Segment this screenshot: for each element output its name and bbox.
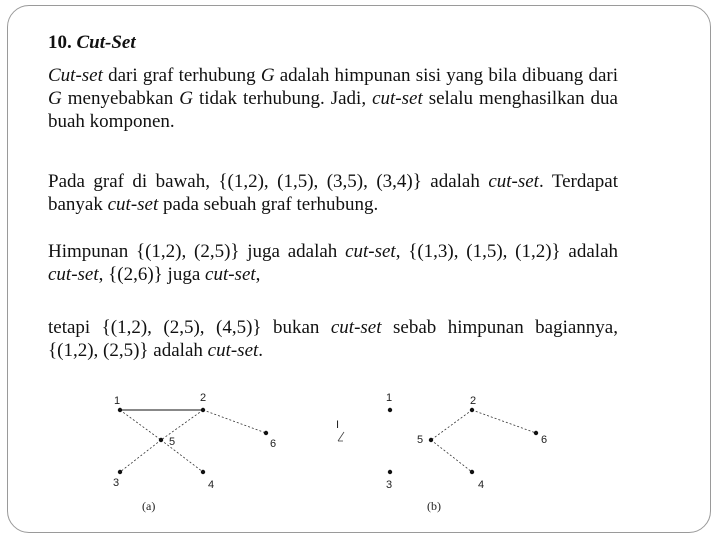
edge-2-6 xyxy=(203,410,266,433)
edge-2-6 xyxy=(472,410,536,433)
var-g: G xyxy=(260,65,275,86)
paragraph-example-2 xyxy=(48,240,618,286)
graph-figure xyxy=(0,380,720,520)
node-label-3: 3 xyxy=(113,477,120,489)
text-fragment: Pada graf di bawah, {(1,2), (1,5), (3,5), (3,4)} adalah xyxy=(48,171,489,192)
section-number: 10. xyxy=(48,32,72,53)
separator-tick xyxy=(338,432,344,441)
caption-a: (a) xyxy=(142,499,156,513)
term-cutset: cut-set xyxy=(107,194,159,215)
text-fragment: dari graf terhubung xyxy=(102,65,261,86)
text-fragment: tidak terhubung. Jadi, xyxy=(192,88,373,109)
node-label-5: 5 xyxy=(169,436,176,448)
edge-5-3 xyxy=(120,440,161,472)
edge-5-4 xyxy=(431,440,472,472)
node-3 xyxy=(388,470,392,474)
text-fragment: . Terdapat banyak xyxy=(48,171,619,215)
node-label-6: 6 xyxy=(541,434,548,446)
text-fragment: , xyxy=(255,264,261,285)
node-6 xyxy=(264,431,268,435)
term-cutset: cut-set xyxy=(48,264,99,285)
caption-b: (b) xyxy=(427,499,441,513)
node-2 xyxy=(470,408,474,412)
node-label-5: 5 xyxy=(417,434,424,446)
edge-1-5 xyxy=(120,410,161,440)
node-label-1: 1 xyxy=(114,395,121,407)
node-label-4: 4 xyxy=(478,479,485,491)
separator-mark: I xyxy=(336,419,340,431)
term-cutset: cut-set xyxy=(205,264,256,285)
node-2 xyxy=(201,408,205,412)
text-fragment: selalu menghasilkan dua buah komponen. xyxy=(48,88,618,132)
text-fragment: Himpunan {(1,2), (2,5)} juga adalah xyxy=(48,241,346,262)
node-label-1: 1 xyxy=(386,392,393,404)
paragraph-example-1 xyxy=(48,170,618,216)
node-label-2: 2 xyxy=(200,392,207,404)
var-g: G xyxy=(179,88,193,109)
node-1 xyxy=(388,408,392,412)
text-fragment: , {(1,3), (1,5), (1,2)} adalah xyxy=(395,241,618,262)
text-fragment: adalah himpunan sisi yang bila dibuang dari xyxy=(274,65,618,86)
node-1 xyxy=(118,408,122,412)
text-fragment: menyebabkan xyxy=(61,88,180,109)
edge-5-4 xyxy=(161,440,203,472)
edge-2-5 xyxy=(431,410,472,440)
term-cutset: cut-set xyxy=(207,340,259,361)
section-term: Cut-Set xyxy=(76,32,136,53)
edge-2-5 xyxy=(161,410,203,440)
node-4 xyxy=(201,470,205,474)
paragraph-definition xyxy=(48,64,618,133)
node-label-4: 4 xyxy=(208,479,215,491)
var-g: G xyxy=(48,88,62,109)
graph-b xyxy=(386,392,547,513)
term-cutset: Cut-set xyxy=(48,65,103,86)
section-title xyxy=(48,32,136,54)
graph-a xyxy=(113,392,276,513)
text-fragment: pada sebuah graf terhubung. xyxy=(158,194,379,215)
node-label-3: 3 xyxy=(386,479,393,491)
text-fragment: , {(2,6)} juga xyxy=(98,264,206,285)
node-6 xyxy=(534,431,538,435)
text-fragment: tetapi {(1,2), (2,5), (4,5)} bukan xyxy=(48,317,331,338)
node-5 xyxy=(429,438,433,442)
node-3 xyxy=(118,470,122,474)
node-4 xyxy=(470,470,474,474)
paragraph-counterexample xyxy=(48,316,618,362)
term-cutset: cut-set xyxy=(372,88,423,109)
term-cutset: cut-set xyxy=(488,171,539,192)
node-label-2: 2 xyxy=(470,395,477,407)
term-cutset: cut-set xyxy=(330,317,382,338)
node-5 xyxy=(159,438,163,442)
text-fragment: sebab himpunan bagiannya, {(1,2), (2,5)} adalah xyxy=(48,317,618,361)
node-label-6: 6 xyxy=(270,438,277,450)
text-fragment: . xyxy=(258,340,264,361)
term-cutset: cut-set xyxy=(345,241,396,262)
